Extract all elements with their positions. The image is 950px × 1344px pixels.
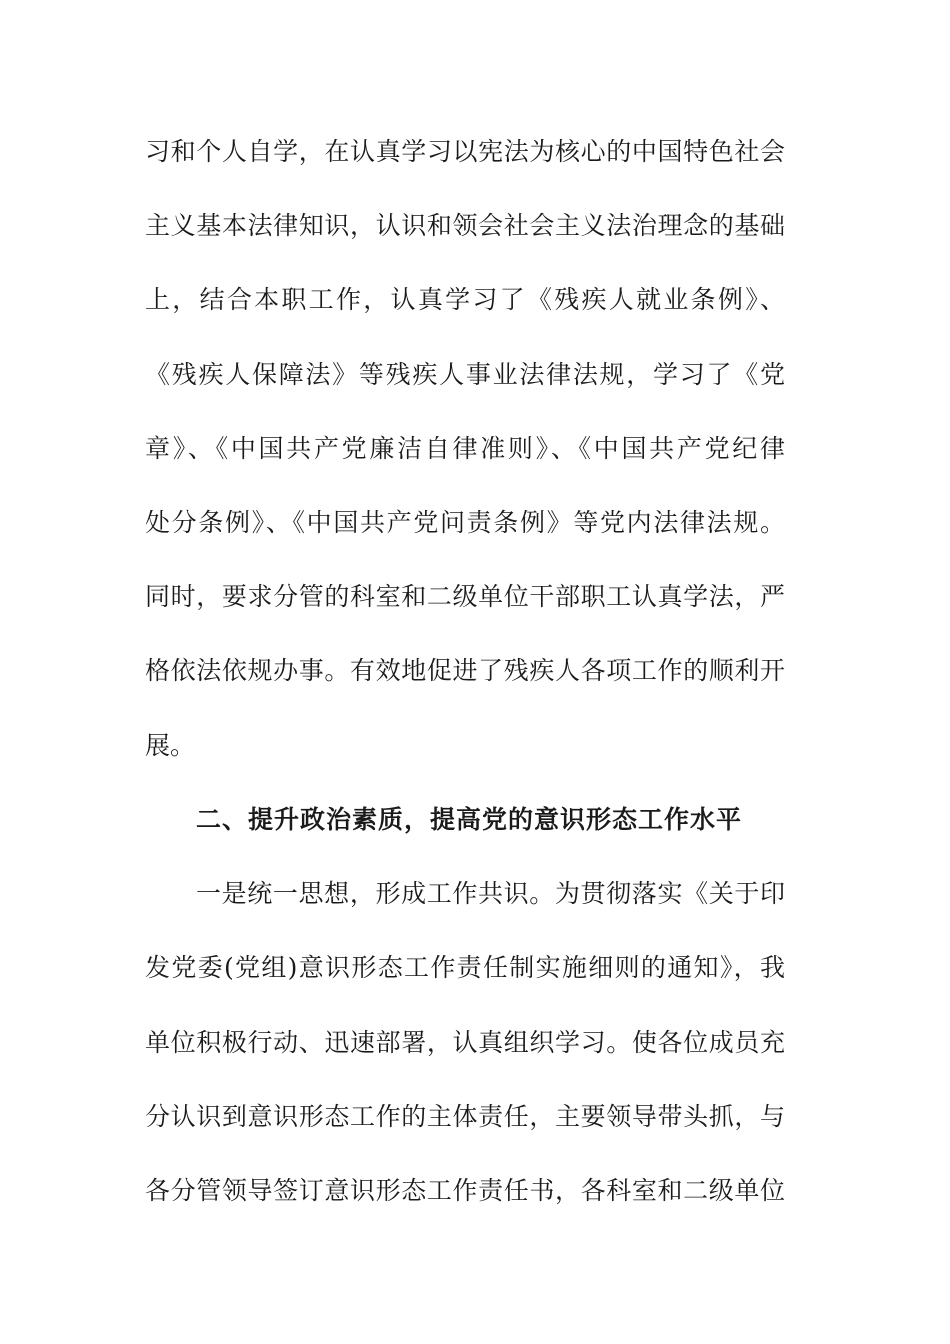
paragraph-line: 分认识到意识形态工作的主体责任，主要领导带头抓，与 <box>145 1102 785 1131</box>
paragraph-line: 《残疾人保障法》等残疾人事业法律法规，学习了《党 <box>145 360 785 389</box>
paragraph-line: 单位积极行动、迅速部署，认真组织学习。使各位成员充 <box>145 1028 785 1057</box>
paragraph-line: 上，结合本职工作，认真学习了《残疾人就业条例》、 <box>145 285 785 314</box>
paragraph-line: 章》、《中国共产党廉洁自律准则》、《中国共产党纪律 <box>145 434 785 463</box>
paragraph-line: 一是统一思想，形成工作共识。为贯彻落实《关于印 <box>196 879 785 908</box>
section-heading: 二、提升政治素质，提高党的意识形态工作水平 <box>196 805 743 834</box>
paragraph-line: 习和个人自学，在认真学习以宪法为核心的中国特色社会 <box>145 137 785 166</box>
paragraph-line: 同时，要求分管的科室和二级单位干部职工认真学法，严 <box>145 582 785 611</box>
paragraph-line: 展。 <box>145 731 196 760</box>
paragraph-line: 各分管领导签订意识形态工作责任书，各科室和二级单位 <box>145 1176 785 1205</box>
paragraph-line: 发党委(党组)意识形态工作责任制实施细则的通知》，我 <box>145 953 785 982</box>
paragraph-line: 格依法依规办事。有效地促进了残疾人各项工作的顺利开 <box>145 656 785 685</box>
paragraph-line: 主义基本法律知识，认识和领会社会主义法治理念的基础 <box>145 211 785 240</box>
paragraph-line: 处分条例》、《中国共产党问责条例》等党内法律法规。 <box>145 508 785 537</box>
